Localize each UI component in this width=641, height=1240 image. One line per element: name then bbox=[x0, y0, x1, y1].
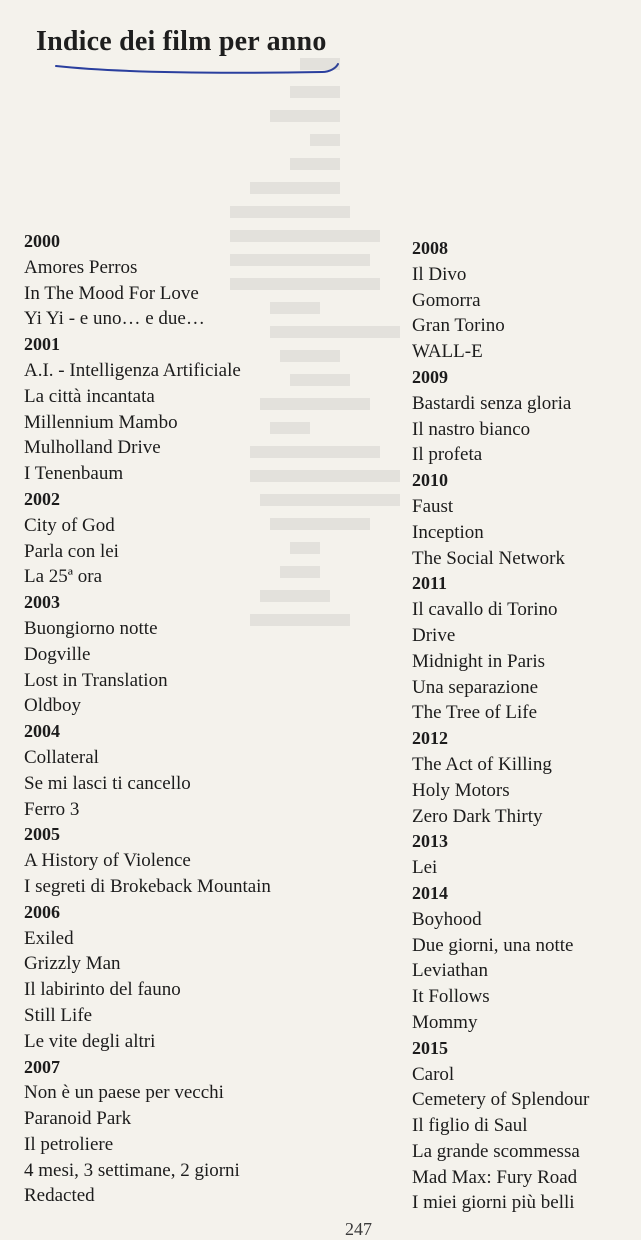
year-heading: 2003 bbox=[24, 592, 60, 613]
film-title: Il Divo bbox=[412, 263, 467, 285]
film-title: La città incantata bbox=[24, 385, 155, 407]
film-title: Cemetery of Splendour bbox=[412, 1089, 590, 1111]
year-heading: 2008 bbox=[412, 238, 448, 258]
film-title: Carol bbox=[412, 1063, 455, 1085]
film-title: I Tenenbaum bbox=[24, 463, 124, 485]
film-title: Amores Perros bbox=[24, 256, 138, 278]
year-heading: 2011 bbox=[412, 573, 448, 594]
film-title: Inception bbox=[412, 521, 484, 543]
film-title: It Follows bbox=[412, 986, 490, 1008]
film-title: Il cavallo di Torino bbox=[412, 599, 558, 621]
year-heading: 2012 bbox=[412, 728, 448, 749]
film-title: Mulholland Drive bbox=[24, 437, 161, 459]
film-title: Il petroliere bbox=[24, 1133, 114, 1155]
year-heading: 2014 bbox=[412, 882, 448, 903]
film-title: La grande scommessa bbox=[412, 1140, 580, 1162]
year-heading: 2002 bbox=[24, 488, 60, 509]
film-title: Yi Yi - e uno… e due… bbox=[24, 308, 205, 330]
film-title: Collateral bbox=[24, 746, 99, 768]
film-title: Leviathan bbox=[412, 960, 488, 982]
handwritten-underline bbox=[52, 60, 342, 80]
film-title: 4 mesi, 3 settimane, 2 giorni bbox=[24, 1159, 240, 1181]
film-title: Due giorni, una notte bbox=[412, 934, 574, 956]
film-title: Grizzly Man bbox=[24, 953, 121, 975]
film-title: Oldboy bbox=[24, 695, 81, 717]
year-heading: 2000 bbox=[24, 231, 60, 251]
film-title: Non è un paese per vecchi bbox=[24, 1082, 224, 1104]
film-title: I miei giorni più belli bbox=[412, 1192, 575, 1214]
film-title: Se mi lasci ti cancello bbox=[24, 772, 191, 794]
film-title: The Tree of Life bbox=[412, 702, 538, 724]
year-heading: 2007 bbox=[24, 1056, 60, 1077]
film-title: Buongiorno notte bbox=[24, 617, 158, 639]
film-title: Il labirinto del fauno bbox=[24, 979, 181, 1001]
film-title: Mad Max: Fury Road bbox=[412, 1166, 578, 1188]
film-title: City of God bbox=[24, 514, 115, 536]
film-title: Lei bbox=[412, 857, 438, 879]
year-heading: 2013 bbox=[412, 831, 448, 852]
film-title: WALL-E bbox=[412, 341, 483, 363]
film-title: Paranoid Park bbox=[24, 1108, 132, 1130]
film-title: In The Mood For Love bbox=[24, 282, 199, 304]
film-title: Parla con lei bbox=[24, 540, 119, 562]
film-title: The Act of Killing bbox=[412, 753, 552, 775]
year-heading: 2006 bbox=[24, 901, 60, 922]
film-title: Exiled bbox=[24, 927, 74, 949]
film-title: Still Life bbox=[24, 1004, 93, 1026]
film-title: Bastardi senza gloria bbox=[412, 392, 572, 414]
year-heading: 2009 bbox=[412, 366, 448, 387]
film-title: The Social Network bbox=[412, 547, 566, 569]
film-title: Millennium Mambo bbox=[24, 411, 178, 433]
film-title: Zero Dark Thirty bbox=[412, 805, 543, 827]
film-title: Faust bbox=[412, 495, 454, 517]
film-title: Il nastro bianco bbox=[412, 418, 531, 440]
film-title: La 25ª ora bbox=[24, 566, 103, 588]
year-heading: 2010 bbox=[412, 470, 448, 491]
film-title: Le vite degli altri bbox=[24, 1030, 156, 1052]
year-heading: 2001 bbox=[24, 334, 60, 355]
year-heading: 2004 bbox=[24, 721, 60, 742]
film-title: Dogville bbox=[24, 643, 91, 665]
film-title: Drive bbox=[412, 624, 456, 646]
left-column bbox=[24, 229, 344, 1209]
film-title: A.I. - Intelligenza Artificiale bbox=[24, 359, 241, 381]
film-title: Lost in Translation bbox=[24, 669, 168, 691]
film-title: Redacted bbox=[24, 1185, 95, 1207]
film-title: Holy Motors bbox=[412, 779, 510, 801]
page-title: Indice dei film per anno bbox=[36, 26, 327, 57]
film-title: Ferro 3 bbox=[24, 798, 80, 820]
film-title: Mommy bbox=[412, 1011, 478, 1033]
film-title: Gran Torino bbox=[412, 315, 505, 337]
page-number: 247 bbox=[345, 1219, 372, 1239]
film-title: I segreti di Brokeback Mountain bbox=[24, 875, 271, 897]
year-heading: 2015 bbox=[412, 1037, 448, 1058]
right-column bbox=[412, 236, 637, 1216]
film-title: Gomorra bbox=[412, 289, 481, 311]
film-title: Una separazione bbox=[412, 676, 539, 698]
film-title: Boyhood bbox=[412, 908, 482, 930]
film-title: Il figlio di Saul bbox=[412, 1115, 528, 1137]
film-title: A History of Violence bbox=[24, 850, 191, 872]
film-title: Midnight in Paris bbox=[412, 650, 546, 672]
year-heading: 2005 bbox=[24, 824, 60, 845]
film-title: Il profeta bbox=[412, 444, 483, 466]
